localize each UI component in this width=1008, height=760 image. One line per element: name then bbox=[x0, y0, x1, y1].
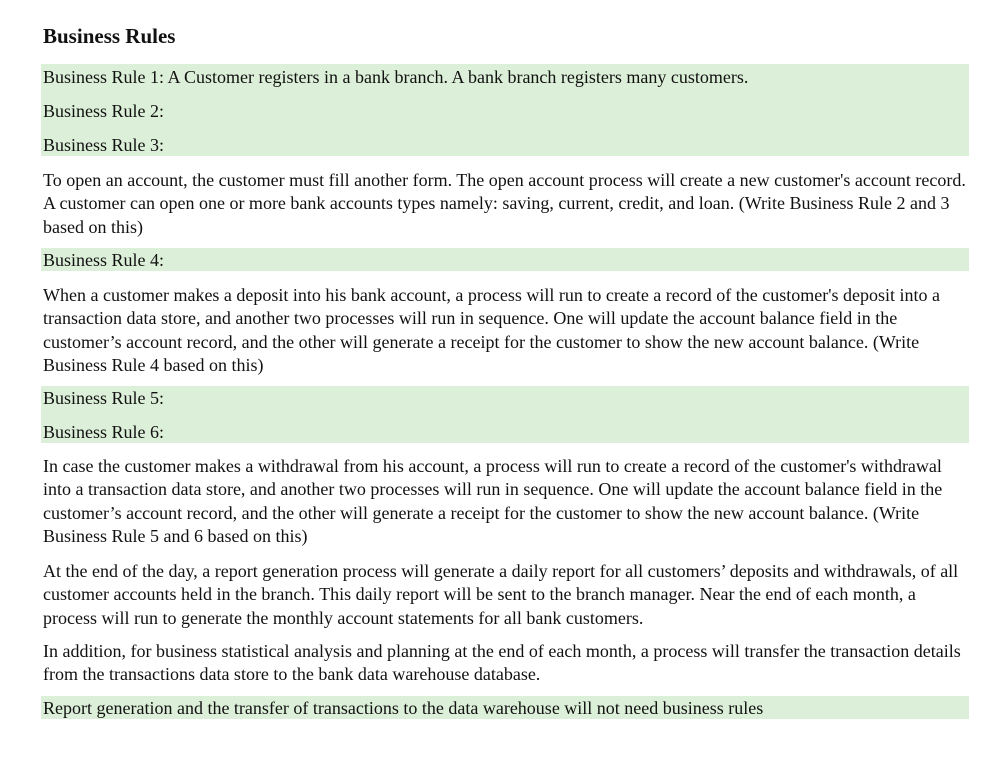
business-rule-2: Business Rule 2: bbox=[43, 101, 165, 121]
paragraph-open-account: To open an account, the customer must fill another form. The open account process will create a new customer's account record. A customer can open one or more bank accounts types namely: saving, current, credit, and loan. (Write Business Rule 2 and 3 based on this) bbox=[43, 170, 966, 237]
paragraph-data-warehouse: In addition, for business statistical analysis and planning at the end of each month, a process will transfer the transaction details from the transactions data store to the bank data warehouse database. bbox=[43, 641, 961, 685]
paragraph-withdrawal: In case the customer makes a withdrawal from his account, a process will run to create a record of the customer's withdrawal into a transaction data store, and another two processes will run in sequence. One will update the account balance field in the customer’s account record, and the other will generate a receipt for the customer to show the new account balance. (Write Business Rule 5 and 6 based on this) bbox=[43, 456, 943, 546]
business-rule-5: Business Rule 5: bbox=[43, 388, 165, 408]
business-rule-6: Business Rule 6: bbox=[43, 422, 165, 442]
note-no-business-rules: Report generation and the transfer of transactions to the data warehouse will not need business rules bbox=[43, 698, 764, 718]
business-rule-3: Business Rule 3: bbox=[43, 135, 165, 155]
highlight-rule-4 bbox=[41, 248, 969, 271]
page-title: Business Rules bbox=[43, 24, 176, 48]
paragraph-daily-report: At the end of the day, a report generation process will generate a daily report for all customers’ deposits and withdrawals, of all customer accounts held in the branch. This daily report will be sent to the branch manager. Near the end of each month, a process will run to generate the monthly account statements for all bank customers. bbox=[43, 561, 959, 628]
business-rule-1: Business Rule 1: A Customer registers in a bank branch. A bank branch registers many customers. bbox=[43, 67, 749, 87]
highlight-rules-5-6 bbox=[41, 386, 969, 443]
paragraph-deposit: When a customer makes a deposit into his bank account, a process will run to create a record of the customer's deposit into a transaction data store, and another two processes will run in sequence. One will update the account balance field in the customer’s account record, and the other will generate a receipt for the customer to show the new account balance. (Write Business Rule 4 based on this) bbox=[43, 285, 940, 375]
business-rule-4: Business Rule 4: bbox=[43, 250, 165, 270]
